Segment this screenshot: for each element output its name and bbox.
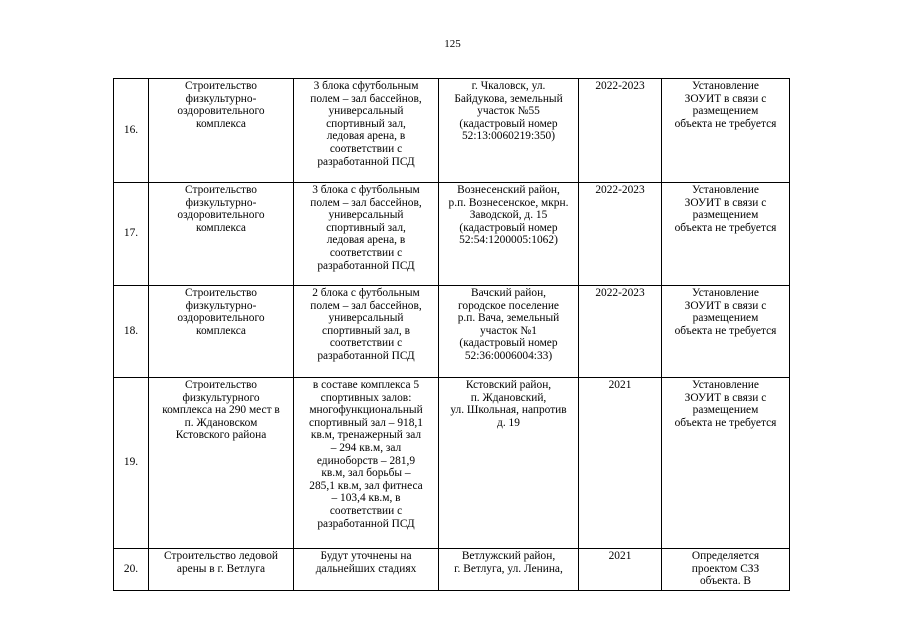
location-cell: Кстовский район, п. Ждановский, ул. Школьная, напротив д. 19 (439, 378, 579, 549)
table-row (114, 549, 790, 591)
object-name-cell: Строительство физкультурно- оздоровительного комплекса (149, 79, 294, 183)
row-number-cell: 16. (114, 79, 149, 183)
period-cell: 2021 (579, 549, 662, 591)
period-cell: 2022-2023 (579, 286, 662, 378)
object-description-cell: Будут уточнены на дальнейших стадиях (294, 549, 439, 591)
location-cell: г. Чкаловск, ул. Байдукова, земельный участок №55 (кадастровый номер 52:13:0060219:350) (439, 79, 579, 183)
zouit-cell: Определяется проектом СЗЗ объекта. В (662, 549, 790, 591)
object-description-cell: 2 блока с футбольным полем – зал бассейнов, универсальный спортивный зал, в соответствии с разработанной ПСД (294, 286, 439, 378)
table-row (114, 79, 790, 183)
period-cell: 2022-2023 (579, 79, 662, 183)
object-name-cell: Строительство физкультурного комплекса на 290 мест в п. Ждановском Кстовского района (149, 378, 294, 549)
objects-table (113, 78, 790, 591)
zouit-cell: Установление ЗОУИТ в связи с размещением объекта не требуется (662, 378, 790, 549)
object-name-cell: Строительство физкультурно- оздоровительного комплекса (149, 183, 294, 286)
object-name-cell: Строительство ледовой арены в г. Ветлуга (149, 549, 294, 591)
zouit-cell: Установление ЗОУИТ в связи с размещением объекта не требуется (662, 183, 790, 286)
location-cell: Ветлужский район, г. Ветлуга, ул. Ленина, (439, 549, 579, 591)
page-number: 125 (444, 38, 461, 50)
zouit-cell: Установление ЗОУИТ в связи с размещением объекта не требуется (662, 79, 790, 183)
period-cell: 2022-2023 (579, 183, 662, 286)
location-cell: Вознесенский район, р.п. Вознесенское, мкрн. Заводской, д. 15 (кадастровый номер 52:54:1200005:1062) (439, 183, 579, 286)
object-description-cell: 3 блока с футбольным полем – зал бассейнов, универсальный спортивный зал, ледовая арена, в соответствии с разработанной ПСД (294, 183, 439, 286)
object-name-cell: Строительство физкультурно- оздоровительного комплекса (149, 286, 294, 378)
table-row (114, 183, 790, 286)
period-cell: 2021 (579, 378, 662, 549)
row-number-cell: 17. (114, 183, 149, 286)
row-number-cell: 19. (114, 378, 149, 549)
row-number-cell: 20. (114, 549, 149, 591)
table-row (114, 378, 790, 549)
row-number-cell: 18. (114, 286, 149, 378)
zouit-cell: Установление ЗОУИТ в связи с размещением объекта не требуется (662, 286, 790, 378)
location-cell: Вачский район, городское поселение р.п. Вача, земельный участок №1 (кадастровый номер 52:36:0006004:33) (439, 286, 579, 378)
object-description-cell: 3 блока сфутбольным полем – зал бассейнов, универсальный спортивный зал, ледовая арена, в соответствии с разработанной ПСД (294, 79, 439, 183)
table-row (114, 286, 790, 378)
object-description-cell: в составе комплекса 5 спортивных залов: многофункциональный спортивный зал – 918,1 кв.м, тренажерный зал – 294 кв.м, зал единоборств – 281,9 кв.м, зал борьбы – 285,1 кв.м, зал фитнеса – 103,4 кв.м, в соответствии с разработанной ПСД (294, 378, 439, 549)
